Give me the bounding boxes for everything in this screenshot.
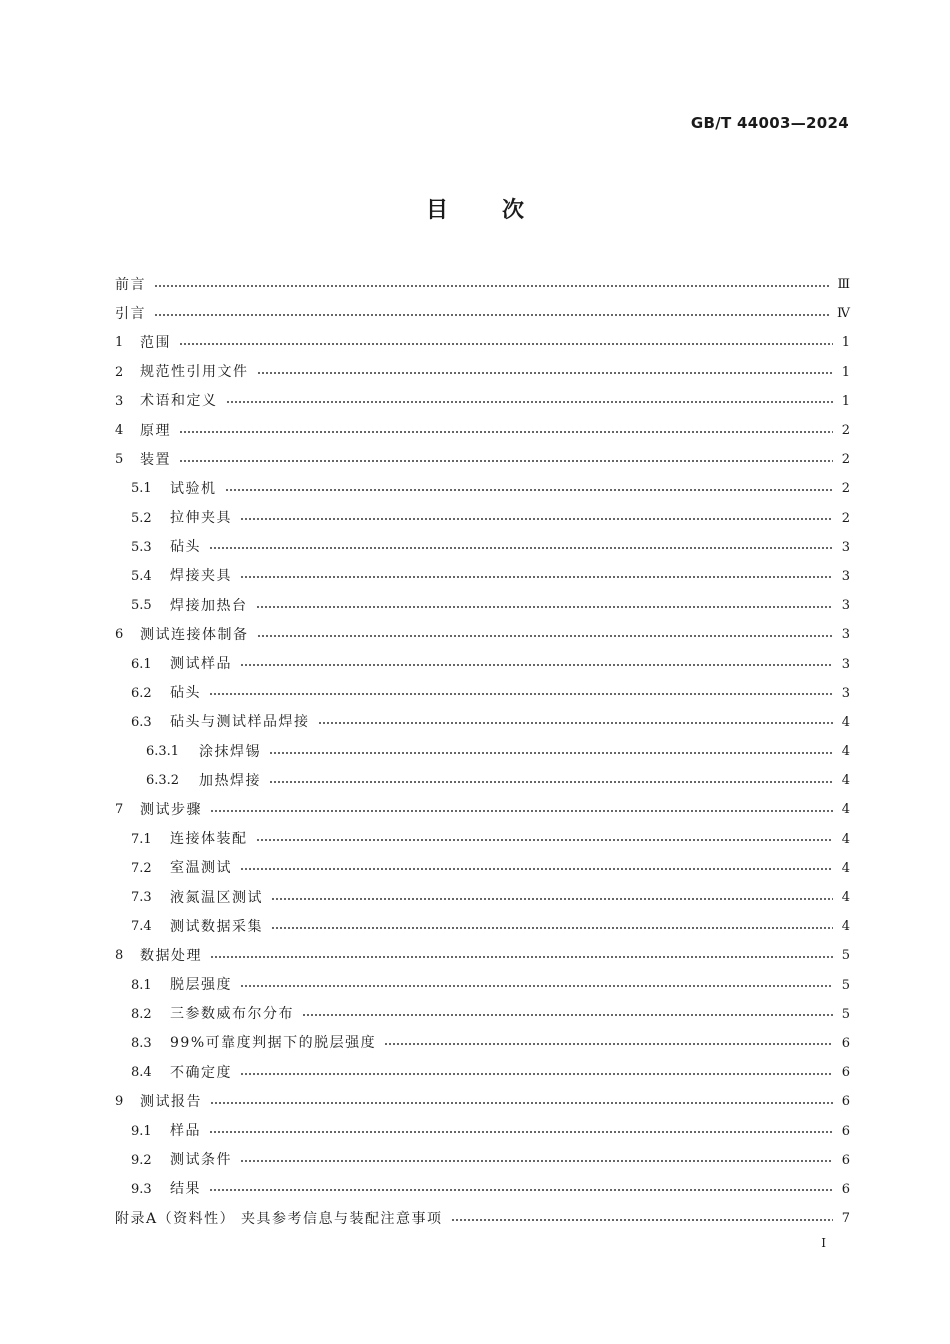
toc-entry-number: 5 bbox=[115, 452, 124, 468]
toc-entry-number: 5.3 bbox=[131, 539, 152, 555]
toc-entry[interactable] bbox=[115, 504, 850, 533]
toc-entry-number: 7.2 bbox=[131, 860, 152, 876]
toc-entry-number: 7.3 bbox=[131, 890, 152, 906]
dot-leader bbox=[256, 839, 834, 841]
toc-entry-number: 2 bbox=[115, 364, 124, 380]
toc-entry-number: 3 bbox=[115, 393, 124, 409]
toc-entry-page: 2 bbox=[841, 481, 850, 497]
toc-entry-label: 焊接加热台 bbox=[170, 597, 248, 614]
toc-entry[interactable] bbox=[115, 1058, 850, 1087]
toc-entry-number: 5.5 bbox=[131, 598, 152, 614]
toc-entry[interactable] bbox=[115, 1146, 850, 1175]
toc-entry[interactable] bbox=[115, 708, 850, 737]
dot-leader bbox=[271, 898, 833, 900]
toc-entry-page: 1 bbox=[841, 335, 850, 351]
toc-entry[interactable] bbox=[115, 416, 850, 445]
toc-entry-page: 3 bbox=[841, 685, 850, 701]
toc-entry[interactable] bbox=[115, 562, 850, 591]
toc-entry-number: 8 bbox=[115, 948, 124, 964]
toc-entry-page: 5 bbox=[841, 977, 850, 993]
toc-entry-page: 4 bbox=[841, 802, 850, 818]
toc-entry-page: 5 bbox=[841, 948, 850, 964]
toc-entry-label: 结果 bbox=[170, 1181, 201, 1198]
dot-leader bbox=[256, 606, 834, 608]
toc-entry[interactable] bbox=[115, 620, 850, 649]
dot-leader bbox=[271, 927, 833, 929]
toc-entry-page: 4 bbox=[841, 714, 850, 730]
toc-entry-number: 6.1 bbox=[131, 656, 152, 672]
toc-entry-label: 涂抹焊锡 bbox=[199, 743, 261, 760]
toc-entry-number: 5.4 bbox=[131, 568, 152, 584]
dot-leader bbox=[179, 343, 833, 345]
toc-entry-page: 3 bbox=[841, 656, 850, 672]
toc-entry[interactable] bbox=[115, 1029, 850, 1058]
toc-entry-label: 不确定度 bbox=[170, 1064, 232, 1081]
toc-entry-label: 砧头 bbox=[170, 685, 201, 702]
toc-entry-page: 2 bbox=[841, 452, 850, 468]
toc-entry-page: 3 bbox=[841, 539, 850, 555]
toc-entry[interactable] bbox=[115, 679, 850, 708]
toc-entry-page: 4 bbox=[841, 773, 850, 789]
toc-entry-page: 2 bbox=[841, 423, 850, 439]
toc-entry-number: 6.3.1 bbox=[146, 744, 180, 760]
dot-leader bbox=[269, 752, 833, 754]
dot-leader bbox=[240, 1160, 833, 1162]
toc-entry-number: 9 bbox=[115, 1094, 124, 1110]
toc-entry[interactable] bbox=[115, 649, 850, 678]
toc-entry-number: 6.3 bbox=[131, 714, 152, 730]
toc-entry-number: 8.3 bbox=[131, 1035, 152, 1051]
toc-entry-label: 99%可靠度判据下的脱层强度 bbox=[170, 1035, 377, 1052]
toc-entry-label: 试验机 bbox=[170, 480, 217, 497]
toc-entry-label: 测试数据采集 bbox=[170, 918, 263, 935]
toc-entry-page: 6 bbox=[841, 1123, 850, 1139]
page-title: 目次 bbox=[425, 198, 578, 223]
toc-entry[interactable] bbox=[115, 387, 850, 416]
toc-entry-label: 室温测试 bbox=[170, 860, 232, 877]
dot-leader bbox=[179, 460, 833, 462]
toc-entry-page: 5 bbox=[841, 1006, 850, 1022]
toc-entry-page: Ⅲ bbox=[837, 277, 850, 293]
dot-leader bbox=[240, 664, 833, 666]
toc-entry-label: 砧头 bbox=[170, 539, 201, 556]
toc-entry-page: 3 bbox=[841, 627, 850, 643]
toc-entry[interactable] bbox=[115, 591, 850, 620]
toc-entry-number: 1 bbox=[115, 335, 124, 351]
dot-leader bbox=[209, 547, 833, 549]
toc-entry-label: 规范性引用文件 bbox=[140, 364, 249, 381]
toc-entry[interactable] bbox=[115, 445, 850, 474]
toc-entry-number: 9.1 bbox=[131, 1123, 152, 1139]
toc-entry-label: 数据处理 bbox=[140, 947, 202, 964]
toc-entry-number: 6.3.2 bbox=[146, 773, 180, 789]
toc-entry-label: 测试报告 bbox=[140, 1093, 202, 1110]
toc-entry[interactable] bbox=[115, 971, 850, 1000]
toc-entry-label: 测试连接体制备 bbox=[140, 626, 249, 643]
dot-leader bbox=[210, 956, 833, 958]
toc-entry-page: 6 bbox=[841, 1035, 850, 1051]
toc-entry-number: 4 bbox=[115, 423, 124, 439]
toc-entry-page: 6 bbox=[841, 1181, 850, 1197]
toc-entry[interactable] bbox=[115, 912, 850, 941]
toc-entry-page: 6 bbox=[841, 1152, 850, 1168]
toc-entry[interactable] bbox=[115, 795, 850, 824]
toc-entry-label: 测试样品 bbox=[170, 656, 232, 673]
toc-entry-page: Ⅳ bbox=[837, 306, 850, 322]
toc-entry-page: 4 bbox=[841, 890, 850, 906]
toc-entry-page: 1 bbox=[841, 364, 850, 380]
toc-entry-label: 范围 bbox=[140, 334, 171, 351]
toc-entry[interactable] bbox=[115, 533, 850, 562]
toc-entry-number: 7.1 bbox=[131, 831, 152, 847]
dot-leader bbox=[154, 314, 829, 316]
dot-leader bbox=[209, 693, 833, 695]
toc-entry[interactable] bbox=[115, 941, 850, 970]
toc-entry[interactable] bbox=[115, 328, 850, 357]
dot-leader bbox=[451, 1219, 833, 1221]
toc-entry[interactable] bbox=[115, 1204, 850, 1233]
toc-entry-page: 4 bbox=[841, 744, 850, 760]
toc-entry-label: 焊接夹具 bbox=[170, 568, 232, 585]
toc-entry-number: 8.4 bbox=[131, 1065, 152, 1081]
toc-entry-label: 引言 bbox=[115, 305, 146, 322]
dot-leader bbox=[384, 1043, 833, 1045]
toc-entry-label: 附录A（资料性） 夹具参考信息与装配注意事项 bbox=[115, 1210, 443, 1227]
toc-entry[interactable] bbox=[115, 825, 850, 854]
toc-entry-number: 8.1 bbox=[131, 977, 152, 993]
dot-leader bbox=[210, 810, 833, 812]
toc-entry-label: 连接体装配 bbox=[170, 831, 248, 848]
toc-entry[interactable] bbox=[115, 854, 850, 883]
table-of-contents bbox=[115, 270, 850, 1233]
toc-entry-label: 加热焊接 bbox=[199, 772, 261, 789]
toc-entry-page: 1 bbox=[841, 393, 850, 409]
toc-entry-page: 4 bbox=[841, 831, 850, 847]
standard-number: GB/T 44003—2024 bbox=[690, 114, 849, 132]
toc-entry[interactable] bbox=[115, 299, 850, 328]
toc-entry-number: 6.2 bbox=[131, 685, 152, 701]
dot-leader bbox=[209, 1189, 833, 1191]
toc-entry-page: 4 bbox=[841, 860, 850, 876]
toc-entry-number: 5.2 bbox=[131, 510, 152, 526]
toc-entry-page: 6 bbox=[841, 1065, 850, 1081]
toc-entry[interactable] bbox=[115, 883, 850, 912]
toc-entry-number: 9.2 bbox=[131, 1152, 152, 1168]
toc-entry[interactable] bbox=[115, 474, 850, 503]
toc-entry-label: 测试步骤 bbox=[140, 801, 202, 818]
toc-entry-label: 装置 bbox=[140, 451, 171, 468]
toc-entry[interactable] bbox=[115, 358, 850, 387]
toc-entry[interactable] bbox=[115, 1175, 850, 1204]
toc-entry-label: 样品 bbox=[170, 1123, 201, 1140]
toc-entry-label: 液氮温区测试 bbox=[170, 889, 263, 906]
toc-entry-page: 4 bbox=[841, 919, 850, 935]
dot-leader bbox=[209, 1131, 833, 1133]
toc-entry-page: 6 bbox=[841, 1094, 850, 1110]
dot-leader bbox=[240, 868, 833, 870]
page-number: I bbox=[821, 1236, 826, 1250]
toc-entry-label: 拉伸夹具 bbox=[170, 510, 232, 527]
toc-entry-page: 7 bbox=[841, 1211, 850, 1227]
dot-leader bbox=[240, 576, 833, 578]
toc-entry-number: 7.4 bbox=[131, 919, 152, 935]
dot-leader bbox=[154, 285, 829, 287]
toc-entry[interactable] bbox=[115, 270, 850, 299]
toc-entry-label: 原理 bbox=[140, 422, 171, 439]
toc-entry[interactable] bbox=[115, 1116, 850, 1145]
dot-leader bbox=[240, 1073, 833, 1075]
toc-entry[interactable] bbox=[115, 766, 850, 795]
toc-entry-label: 脱层强度 bbox=[170, 977, 232, 994]
toc-entry[interactable] bbox=[115, 1000, 850, 1029]
dot-leader bbox=[240, 985, 833, 987]
toc-entry-label: 砧头与测试样品焊接 bbox=[170, 714, 310, 731]
dot-leader bbox=[257, 635, 834, 637]
dot-leader bbox=[225, 489, 834, 491]
dot-leader bbox=[179, 431, 833, 433]
dot-leader bbox=[240, 518, 833, 520]
toc-entry-number: 6 bbox=[115, 627, 124, 643]
toc-entry[interactable] bbox=[115, 737, 850, 766]
toc-entry-number: 7 bbox=[115, 802, 124, 818]
toc-entry-number: 9.3 bbox=[131, 1181, 152, 1197]
dot-leader bbox=[318, 722, 834, 724]
toc-entry-page: 3 bbox=[841, 568, 850, 584]
toc-entry-page: 3 bbox=[841, 598, 850, 614]
toc-entry-label: 三参数威布尔分布 bbox=[170, 1006, 294, 1023]
dot-leader bbox=[257, 372, 834, 374]
dot-leader bbox=[302, 1014, 833, 1016]
toc-entry-number: 5.1 bbox=[131, 481, 152, 497]
toc-entry-label: 测试条件 bbox=[170, 1152, 232, 1169]
toc-entry[interactable] bbox=[115, 1087, 850, 1116]
dot-leader bbox=[269, 781, 833, 783]
dot-leader bbox=[226, 401, 834, 403]
toc-entry-label: 术语和定义 bbox=[140, 393, 218, 410]
toc-entry-label: 前言 bbox=[115, 276, 146, 293]
toc-entry-page: 2 bbox=[841, 510, 850, 526]
toc-entry-number: 8.2 bbox=[131, 1006, 152, 1022]
dot-leader bbox=[210, 1102, 833, 1104]
